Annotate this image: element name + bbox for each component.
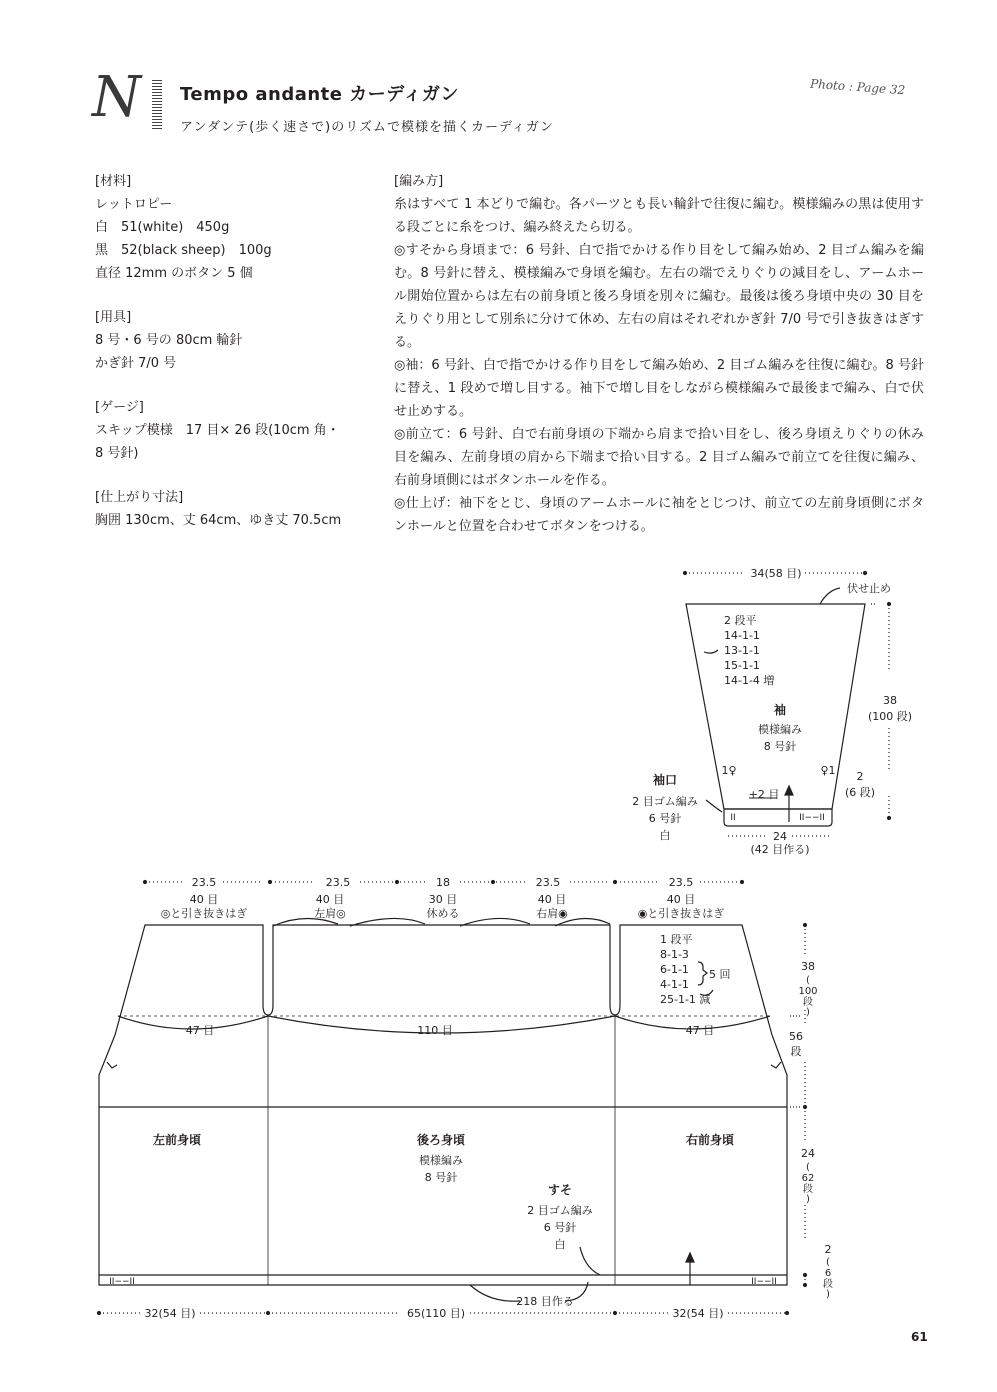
sleeve-rib-left: II — [730, 813, 736, 823]
neck-decrease-line: 8-1-3 — [660, 948, 689, 961]
top-dim-measure: 23.5 — [325, 876, 351, 889]
materials-line: 黒 52(black sheep) 100g — [95, 243, 272, 258]
sleeve-needle: 8 号針 — [763, 740, 797, 753]
sleeve-inc-line: 14-1-1 — [724, 629, 760, 642]
cuff-line: 白 — [659, 829, 671, 842]
cuff-line: 2 目ゴム編み — [632, 795, 698, 808]
sleeve-top-width: 34(58 目) — [750, 567, 802, 580]
neck-decrease-line: 6-1-1 — [660, 963, 689, 976]
top-dim-stitches: 40 目 — [189, 893, 219, 906]
tools-line: 8 号・6 号の 80cm 輪針 — [95, 333, 243, 348]
cuff-height-rows: (6 段) — [844, 786, 876, 799]
page-number: 61 — [911, 1330, 928, 1344]
underarm-right: 47 目 — [685, 1024, 715, 1037]
size-heading: [仕上がり寸法] — [95, 490, 184, 505]
side-dim-rows: 段 — [790, 1045, 802, 1058]
side-dim-rows: 62 — [801, 1173, 815, 1184]
side-dim-measure: 2 — [824, 1243, 832, 1256]
materials-line: 白 51(white) 450g — [95, 220, 230, 235]
sleeve-bottom-cast: (42 目作る) — [750, 843, 810, 856]
sleeve-labels — [632, 567, 912, 856]
side-dim-rows: 段 — [823, 1279, 833, 1290]
top-dim-note: 左肩◎ — [314, 907, 346, 920]
sleeve-inc-line: 15-1-1 — [724, 659, 760, 672]
pattern-letter: N — [92, 65, 141, 130]
side-dim-rows: 段 — [803, 1184, 813, 1195]
top-dim-measure: 23.5 — [668, 876, 694, 889]
method-heading: [編み方] — [394, 174, 444, 189]
top-dim-note: 右肩◉ — [536, 907, 568, 920]
cuff-line: 6 号針 — [648, 812, 682, 825]
gauge-line: 8 号針) — [95, 446, 139, 461]
top-dim-note: ◎と引き抜きはぎ — [160, 907, 248, 920]
size-line: 胸囲 130cm、丈 64cm、ゆき丈 70.5cm — [95, 513, 342, 528]
sleeve-bind-off: 伏せ止め — [847, 582, 891, 595]
back-needle: 8 号針 — [424, 1171, 458, 1184]
page-title: Tempo andante カーディガン — [180, 84, 459, 105]
top-dim-note: 休める — [426, 907, 460, 920]
sleeve-inc-line: 2 段平 — [724, 614, 757, 627]
cast-on-label: 218 目作る — [516, 1295, 574, 1308]
side-dim-measure: 56 — [789, 1030, 803, 1043]
top-dim-stitches: 40 目 — [666, 893, 696, 906]
neck-repeat: 5 回 — [709, 968, 731, 981]
cuff-height: 2 — [856, 770, 864, 783]
method-paragraph: ◎仕上げ：袖下をとじ、身頃のアームホールに袖をとじつけ、前立ての左前身頃側にボタンホールと位置を合わせてボタンをつける。 — [394, 496, 924, 534]
left-front-label: 左前身頃 — [152, 1133, 202, 1147]
neck-decrease-line: 4-1-1 — [660, 978, 689, 991]
side-dim-rows: 6 — [824, 1268, 832, 1279]
side-dim-rows: ( — [806, 975, 810, 986]
hem-line: 白 — [554, 1238, 566, 1251]
side-dim-rows: 100 — [798, 986, 818, 997]
bottom-dim: 32(54 目) — [144, 1307, 196, 1320]
hem-name: すそ — [547, 1183, 573, 1197]
materials-line: 直径 12mm のボタン 5 個 — [95, 266, 253, 281]
side-dim-rows: 段 — [803, 997, 813, 1008]
sleeve-mark-right: ♀1 — [820, 764, 836, 777]
underarm-left: 47 目 — [185, 1024, 215, 1037]
method-paragraph: ◎前立て：6 号針、白で右前身頃の下端から肩まで拾い目をし、後ろ身頃えりぐりの休み目を編み、左前身頃の肩から下端まで拾い目する。2 目ゴム編みで前立てを往復に編み、右前身頃側にはボタンホールを作る。 — [394, 427, 924, 488]
hem-rib-left: II−−II — [109, 1277, 135, 1287]
hem-rib-right: II−−II — [751, 1277, 777, 1287]
sleeve-mark-left: 1♀ — [721, 764, 737, 777]
materials-heading: [材料] — [95, 174, 132, 189]
sleeve-height-rows: (100 段) — [867, 710, 913, 723]
side-dim-measure: 24 — [801, 1147, 815, 1160]
tools-heading: [用具] — [95, 310, 132, 325]
sleeve-pattern: 模様編み — [758, 723, 802, 736]
neck-decrease-line: 25-1-1 減 — [660, 993, 711, 1006]
sleeve-rib-right: II−−II — [799, 813, 825, 823]
side-dim-rows: ) — [806, 1007, 810, 1018]
side-dim-measure: 38 — [801, 960, 815, 973]
top-dim-measure: 23.5 — [191, 876, 217, 889]
gauge-heading: [ゲージ] — [95, 400, 144, 415]
sleeve-bottom-width: 24 — [773, 830, 787, 843]
sleeve-inc-line: 14-1-4 増 — [724, 674, 775, 687]
sleeve-height: 38 — [883, 694, 897, 707]
top-dim-note: ◉と引き抜きはぎ — [637, 907, 725, 920]
sleeve-first-increase: +2 目 — [748, 788, 780, 801]
top-dim-stitches: 30 目 — [428, 893, 458, 906]
back-label: 後ろ身頃 — [416, 1133, 466, 1147]
hem-line: 6 号針 — [543, 1221, 577, 1234]
bottom-dim: 32(54 目) — [672, 1307, 724, 1320]
materials-line: レットロピー — [95, 197, 173, 212]
method-paragraph: ◎すそから身頃まで：6 号針、白で指でかける作り目をして編み始め、2 目ゴム編みを編む。8 号針に替え、模様編みで身頃を編む。左右の端でえりぐりの減目をし、アームホール開始位置からは左右の前身頃と後ろ身頃を別々に編む。最後は後ろ身頃中央の 30 目をえりぐり用として別糸に分けて休め、左右の肩はそれぞれかぎ針 7/0 号で引き抜きはぎする。 — [394, 243, 924, 350]
photo-reference: Photo : Page 32 — [809, 76, 906, 98]
body-labels — [109, 876, 833, 1320]
cuff-name: 袖口 — [652, 773, 678, 787]
sleeve-name: 袖 — [773, 703, 787, 717]
top-dim-measure: 18 — [436, 876, 450, 889]
side-dim-rows: ( — [806, 1162, 810, 1173]
top-dim-measure: 23.5 — [535, 876, 561, 889]
side-dim-rows: ( — [826, 1257, 830, 1268]
side-dim-rows: ) — [806, 1194, 810, 1205]
top-dim-stitches: 40 目 — [315, 893, 345, 906]
neck-decrease-line: 1 段平 — [660, 933, 693, 946]
method-paragraph: ◎袖：6 号針、白で指でかける作り目をして編み始め、2 目ゴム編みを往復に編む。8 号針に替え、1 段めで増し目する。袖下で増し目をしながら模様編みで最後まで編み、白で伏せ止めする。 — [394, 358, 924, 419]
back-pattern: 模様編み — [419, 1154, 463, 1167]
method-paragraph: 糸はすべて 1 本どりで編む。各パーツとも長い輪針で往復に編む。模様編みの黒は使用する段ごとに糸をつけ、編み終えたら切る。 — [394, 197, 924, 235]
sleeve-inc-line: 13-1-1 — [724, 644, 760, 657]
bottom-dim: 65(110 目) — [406, 1307, 466, 1320]
underarm-center: 110 目 — [417, 1024, 453, 1037]
page-subtitle: アンダンテ(歩く速さで)のリズムで模様を描くカーディガン — [180, 120, 554, 135]
right-front-label: 右前身頃 — [685, 1133, 735, 1147]
side-dim-rows: ) — [826, 1289, 830, 1300]
gauge-line: スキップ模様 17 目× 26 段(10cm 角・ — [95, 423, 340, 438]
body-diagram — [98, 881, 807, 1315]
top-dim-stitches: 40 目 — [537, 893, 567, 906]
hem-line: 2 目ゴム編み — [527, 1204, 593, 1217]
tools-line: かぎ針 7/0 号 — [95, 356, 177, 371]
